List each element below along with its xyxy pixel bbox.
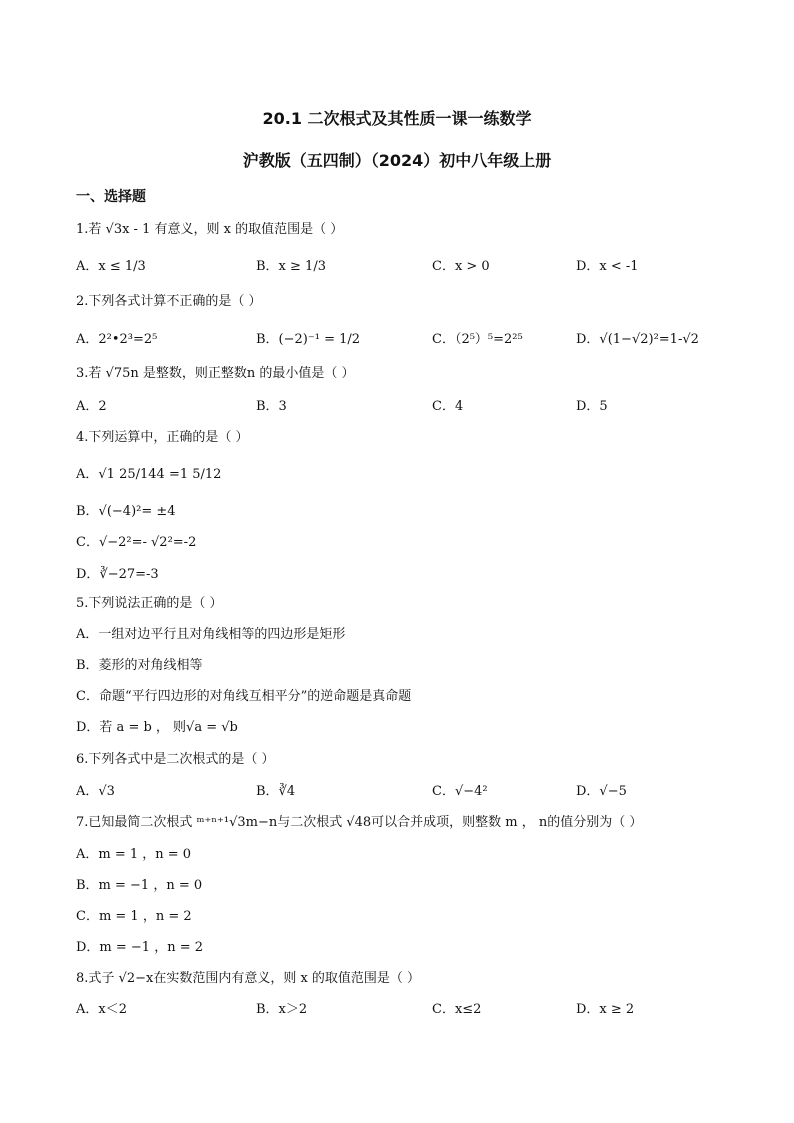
q5-option-b: B．菱形的对角线相等 [76,658,203,673]
q2-option-d: D．√(1−√2)²=1-√2 [576,332,699,347]
question-5-stem: 5.下列说法正确的是（ ） [76,596,223,611]
q7-option-c: C．m = 1 ，n = 2 [76,909,192,924]
q5-option-a: A．一组对边平行且对角线相等的四边形是矩形 [76,627,346,642]
q3-option-a: A．2 [76,399,107,414]
question-4-stem: 4.下列运算中，正确的是（ ） [76,430,249,445]
section-heading: 一、选择题 [76,189,146,205]
q6-option-c: C．√−4² [432,784,488,799]
q5-option-d: D．若 a = b ， 则√a = √b [76,720,238,735]
q6-option-d: D．√−5 [576,784,627,799]
q1-option-d: D．x < -1 [576,259,639,274]
q3-option-c: C．4 [432,399,464,414]
q4-option-c: C．√−2²=- √2²=-2 [76,535,197,550]
question-2-stem: 2.下列各式计算不正确的是（ ） [76,294,262,309]
q8-option-c: C．x≤2 [432,1002,482,1017]
question-7-stem: 7.已知最简二次根式 ᵐ⁺ⁿ⁺¹√3m−n与二次根式 √48可以合并成项，则整数 m ， n的值分别为（ ） [76,815,643,830]
q1-option-b: B．x ≥ 1/3 [256,259,326,274]
q7-option-b: B．m = −1 ，n = 0 [76,878,203,893]
q2-option-b: B．(−2)⁻¹ = 1/2 [256,332,361,347]
q8-option-d: D．x ≥ 2 [576,1002,635,1017]
q1-option-c: C．x > 0 [432,259,490,274]
q6-option-b: B．∛4 [256,784,296,799]
question-1-stem: 1.若 √3x - 1 有意义，则 x 的取值范围是（ ） [76,222,344,237]
q6-option-a: A．√3 [76,784,115,799]
q3-option-d: D．5 [576,399,608,414]
q4-option-a: A．√1 25/144 =1 5/12 [76,467,222,482]
document-subtitle: 沪教版（五四制）（2024）初中八年级上册 [242,151,552,170]
q4-option-d: D．∛−27=-3 [76,567,159,582]
q7-option-a: A．m = 1 ，n = 0 [76,847,192,862]
q1-option-a: A．x ≤ 1/3 [76,259,146,274]
q8-option-a: A．x＜2 [76,1002,127,1017]
q2-option-a: A．2²•2³=2⁵ [76,332,158,347]
question-8-stem: 8.式子 √2−x在实数范围内有意义，则 x 的取值范围是（ ） [76,971,421,986]
question-6-stem: 6.下列各式中是二次根式的是（ ） [76,752,275,767]
q4-option-b: B．√(−4)²= ±4 [76,504,176,519]
q3-option-b: B．3 [256,399,287,414]
q8-option-b: B．x＞2 [256,1002,308,1017]
q2-option-c: C．（2⁵）⁵=2²⁵ [432,332,523,347]
document-title: 20.1 二次根式及其性质一课一练数学 [262,109,532,128]
q5-option-c: C．命题“平行四边形的对角线互相平分”的逆命题是真命题 [76,689,412,704]
question-3-stem: 3.若 √75n 是整数，则正整数n 的最小值是（ ） [76,366,355,381]
q7-option-d: D．m = −1 ，n = 2 [76,940,204,955]
